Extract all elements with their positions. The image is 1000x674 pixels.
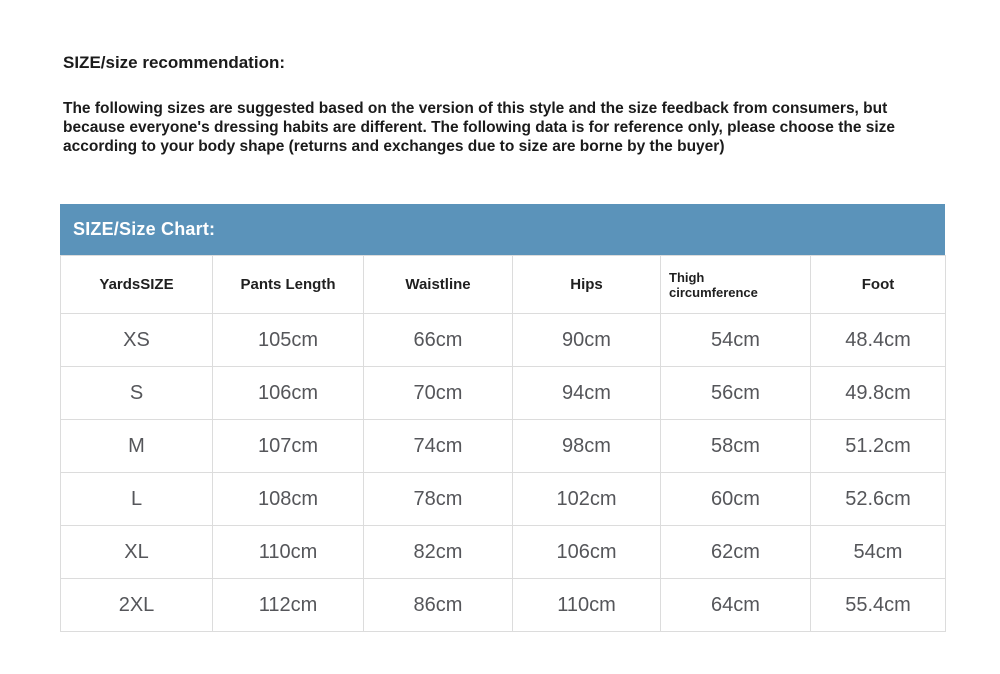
cell-size: L <box>61 473 213 526</box>
cell-pants-length: 108cm <box>213 473 364 526</box>
size-recommendation-heading: SIZE/size recommendation: <box>63 53 285 72</box>
cell-hips: 106cm <box>513 526 661 579</box>
cell-waistline: 66cm <box>364 314 513 367</box>
cell-hips: 110cm <box>513 579 661 632</box>
size-chart-section <box>60 204 945 632</box>
cell-foot: 52.6cm <box>811 473 946 526</box>
table-row-l <box>61 473 946 526</box>
table-row-m <box>61 420 946 473</box>
table-row-2xl <box>61 579 946 632</box>
cell-foot: 51.2cm <box>811 420 946 473</box>
cell-foot: 48.4cm <box>811 314 946 367</box>
cell-waistline: 70cm <box>364 367 513 420</box>
cell-thigh: 62cm <box>661 526 811 579</box>
table-row-s <box>61 367 946 420</box>
column-header-size: YardsSIZE <box>61 256 213 314</box>
cell-hips: 90cm <box>513 314 661 367</box>
cell-pants-length: 107cm <box>213 420 364 473</box>
cell-thigh: 54cm <box>661 314 811 367</box>
column-header-thigh-circumference: Thigh circumference <box>661 256 811 314</box>
cell-size: XL <box>61 526 213 579</box>
cell-size: XS <box>61 314 213 367</box>
cell-thigh: 60cm <box>661 473 811 526</box>
table-row-xl <box>61 526 946 579</box>
cell-thigh: 58cm <box>661 420 811 473</box>
column-header-hips: Hips <box>513 256 661 314</box>
size-chart-title: SIZE/Size Chart: <box>73 219 216 239</box>
cell-pants-length: 105cm <box>213 314 364 367</box>
column-header-pants-length: Pants Length <box>213 256 364 314</box>
cell-hips: 94cm <box>513 367 661 420</box>
cell-hips: 102cm <box>513 473 661 526</box>
cell-foot: 55.4cm <box>811 579 946 632</box>
table-row-xs <box>61 314 946 367</box>
cell-size: M <box>61 420 213 473</box>
cell-foot: 49.8cm <box>811 367 946 420</box>
cell-size: S <box>61 367 213 420</box>
cell-waistline: 78cm <box>364 473 513 526</box>
cell-pants-length: 110cm <box>213 526 364 579</box>
cell-waistline: 74cm <box>364 420 513 473</box>
cell-thigh: 64cm <box>661 579 811 632</box>
size-chart-title-bar <box>60 204 945 255</box>
column-header-waistline: Waistline <box>364 256 513 314</box>
cell-pants-length: 106cm <box>213 367 364 420</box>
cell-waistline: 82cm <box>364 526 513 579</box>
cell-pants-length: 112cm <box>213 579 364 632</box>
cell-foot: 54cm <box>811 526 946 579</box>
table-header-row <box>61 256 946 314</box>
cell-waistline: 86cm <box>364 579 513 632</box>
column-header-foot: Foot <box>811 256 946 314</box>
cell-hips: 98cm <box>513 420 661 473</box>
cell-thigh: 56cm <box>661 367 811 420</box>
size-recommendation-paragraph: The following sizes are suggested based on the version of this style and the size feedback from consumers, but because everyone's dressing habits are different. The following data is for reference only, please choose the size according to your body shape (returns and exchanges due to size are borne by the buyer) <box>63 100 896 155</box>
size-chart-table <box>60 255 946 632</box>
cell-size: 2XL <box>61 579 213 632</box>
